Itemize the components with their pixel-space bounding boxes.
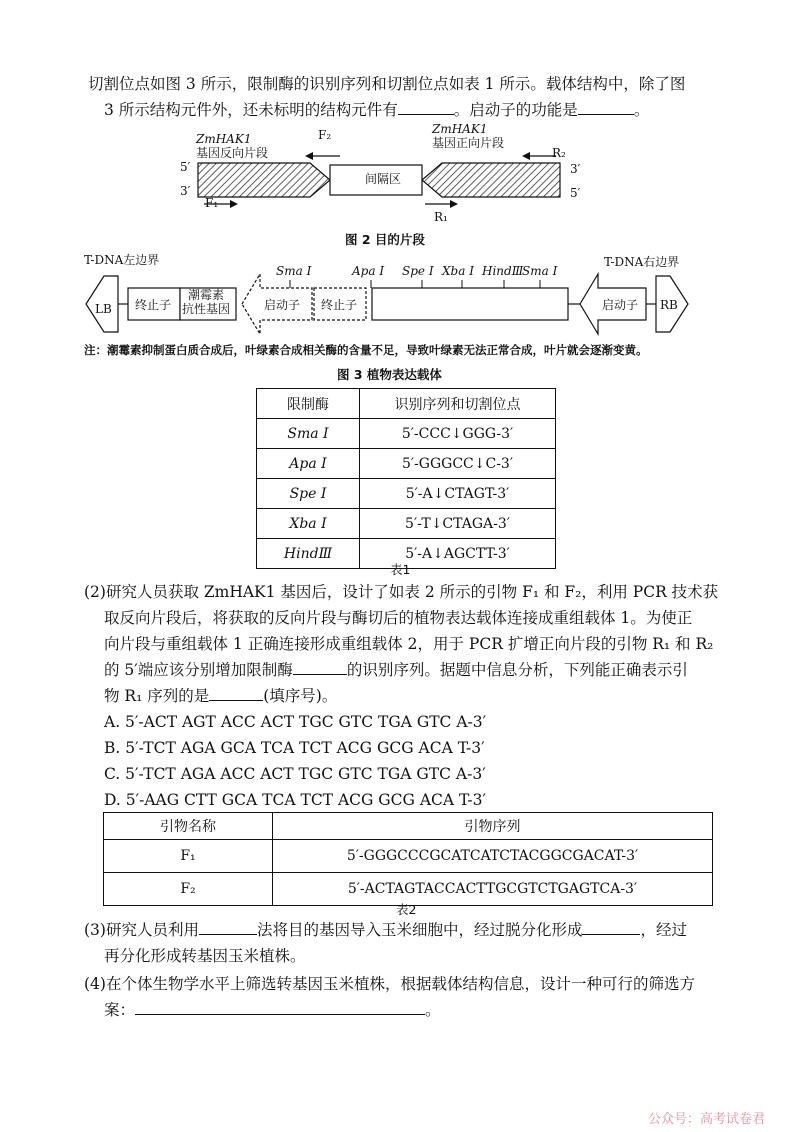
- figure-2-caption: 图 2 目的片段: [345, 232, 425, 247]
- tdna-right-border-label: T-DNA右边界: [604, 255, 680, 269]
- table-cell: F₂: [104, 873, 273, 906]
- promoter-1-label: 启动子: [264, 298, 301, 312]
- site-sma1-label: Sma Ⅰ: [276, 264, 312, 278]
- answer-blank[interactable]: [578, 98, 634, 115]
- table-cell: 5′-T↓CTAGA-3′: [360, 509, 556, 539]
- table-row: [257, 509, 556, 539]
- left-5prime: 5′: [180, 160, 191, 174]
- q3-text: ，经过: [640, 921, 687, 939]
- option-d[interactable]: D. 5′-AAG CTT GCA TCA TCT ACG GCG ACA T-3′: [104, 791, 486, 809]
- site-hind3-label: HindⅢ: [482, 264, 524, 278]
- q3-line-1: [84, 918, 687, 942]
- table-1-header: 限制酶: [257, 389, 360, 419]
- q4-text: 案：: [104, 1001, 136, 1019]
- table-cell: Spe Ⅰ: [257, 479, 360, 509]
- forward-fragment-arrow: [422, 163, 560, 197]
- hygromycin-gene-label: 潮霉素 抗性基因: [182, 288, 231, 316]
- left-gene-label: 基因反向片段: [196, 146, 269, 160]
- table-cell: HindⅢ: [257, 539, 360, 569]
- intro-text-2c: 。: [633, 101, 650, 119]
- answer-blank[interactable]: [398, 98, 454, 115]
- table-row: [257, 419, 556, 449]
- table-row: [257, 479, 556, 509]
- table-1-caption: 表1: [390, 562, 411, 577]
- table-cell: 5′-GGGCC↓C-3′: [360, 449, 556, 479]
- mcs-region-box: [372, 288, 568, 320]
- answer-blank[interactable]: [582, 918, 640, 935]
- watermark: 公众号：高考试卷君: [648, 1112, 766, 1127]
- right-5prime: 5′: [570, 186, 581, 200]
- figure-3-caption: 图 3 植物表达载体: [337, 367, 442, 382]
- q4-line-2: [104, 998, 441, 1022]
- intro-text-2b: 。启动子的功能是: [453, 101, 578, 119]
- table-row: [104, 840, 713, 873]
- q3-line-2: 再分化形成转基因玉米植株。: [104, 947, 306, 965]
- option-b[interactable]: B. 5′-TCT AGA GCA TCA TCT ACG GCG ACA T-3′: [104, 739, 485, 757]
- table-cell: 5′-CCC↓GGG-3′: [360, 419, 556, 449]
- right-gene-label: 基因正向片段: [432, 136, 505, 150]
- table-cell: Sma Ⅰ: [257, 419, 360, 449]
- right-3prime: 3′: [570, 162, 581, 176]
- q2-text: 的 5′端应该分别增加限制酶: [104, 661, 293, 679]
- q4-text: 。: [425, 1001, 441, 1019]
- terminator-2-label: 终止子: [321, 298, 358, 312]
- intro-line-1: 切割位点如图 3 所示，限制酶的识别序列和切割位点如表 1 所示。载体结构中，除了图: [88, 75, 686, 93]
- option-a[interactable]: A. 5′-ACT AGT ACC ACT TGC GTC TGA GTC A-3′: [104, 713, 487, 731]
- rb-label: RB: [660, 298, 678, 312]
- site-spe1-label: Spe Ⅰ: [402, 264, 434, 278]
- q3-text: 法将目的基因导入玉米细胞中，经过脱分化形成: [256, 921, 583, 939]
- q2-text: (填序号)。: [263, 687, 338, 705]
- primer-f2-label: F₂: [318, 128, 332, 142]
- lb-label: LB: [95, 302, 112, 316]
- answer-blank[interactable]: [293, 658, 347, 675]
- q2-line-4: [104, 658, 688, 682]
- q2-text: 的识别序列。据题中信息分析，下列能正确表示引: [346, 661, 688, 679]
- answer-blank[interactable]: [135, 998, 425, 1015]
- table-cell: Xba Ⅰ: [257, 509, 360, 539]
- answer-blank[interactable]: [199, 918, 257, 935]
- answer-blank[interactable]: [209, 684, 263, 701]
- figure-3-note: 注：潮霉素抑制蛋白质合成后，叶绿素合成相关酶的含量不足，导致叶绿素无法正常合成，叶片就会逐渐变黄。: [84, 343, 648, 357]
- primer-r1-label: R₁: [434, 210, 448, 224]
- table-cell: Apa Ⅰ: [257, 449, 360, 479]
- table-1: [256, 388, 556, 569]
- table-cell: 5′-A↓AGCTT-3′: [360, 539, 556, 569]
- table-row: [257, 449, 556, 479]
- table-cell: 5′-GGGCCCGCATCATCTACGGCGACAT-3′: [273, 840, 713, 873]
- intro-line-2: [104, 98, 649, 122]
- site-sma1-2-label: Sma Ⅰ: [522, 264, 558, 278]
- q4-line-1: (4)在个体生物学水平上筛选转基因玉米植株，根据载体结构信息，设计一种可行的筛选方: [84, 975, 695, 993]
- table-2-header: 引物序列: [273, 813, 713, 840]
- right-gene-name: ZmHAK1: [432, 122, 488, 136]
- site-apa1-label: Apa Ⅰ: [352, 264, 385, 278]
- table-cell: 5′-A↓CTAGT-3′: [360, 479, 556, 509]
- tdna-left-border-label: T-DNA左边界: [84, 253, 160, 267]
- table-cell: F₁: [104, 840, 273, 873]
- promoter-2-label: 启动子: [602, 298, 639, 312]
- table-1-header: 识别序列和切割位点: [360, 389, 556, 419]
- left-gene-name: ZmHAK1: [196, 132, 252, 146]
- q2-line-5: [104, 684, 337, 708]
- q2-line-2: 取反向片段后，将获取的反向片段与酶切后的植物表达载体连接成重组载体 1。为使正: [104, 609, 693, 627]
- spacer-label: 间隔区: [365, 172, 402, 186]
- q2-line-1: (2)研究人员获取 ZmHAK1 基因后，设计了如表 2 所示的引物 F₁ 和 F₂，利用 PCR 技术获: [84, 583, 719, 601]
- primer-f1-label: F₁: [205, 196, 219, 210]
- option-c[interactable]: C. 5′-TCT AGA ACC ACT TGC GTC TGA GTC A-3′: [104, 765, 486, 783]
- intro-text-2a: 3 所示结构元件外，还未标明的结构元件有: [104, 101, 398, 119]
- site-xba1-label: Xba Ⅰ: [442, 264, 474, 278]
- table-2: [103, 812, 713, 906]
- q3-text: (3)研究人员利用: [84, 921, 199, 939]
- primer-r2-label: R₂: [552, 146, 566, 160]
- q2-line-3: 向片段与重组载体 1 正确连接形成重组载体 2，用于 PCR 扩增正向片段的引物 R₁ 和 R₂: [104, 635, 714, 653]
- table-cell: 5′-ACTAGTACCACTTGCGTCTGAGTCA-3′: [273, 873, 713, 906]
- q2-text: 物 R₁ 序列的是: [104, 687, 210, 705]
- reverse-fragment-arrow: [198, 163, 330, 197]
- table-2-caption: 表2: [396, 902, 417, 917]
- table-2-header: 引物名称: [104, 813, 273, 840]
- left-3prime: 3′: [180, 184, 191, 198]
- terminator-1-label: 终止子: [135, 298, 172, 312]
